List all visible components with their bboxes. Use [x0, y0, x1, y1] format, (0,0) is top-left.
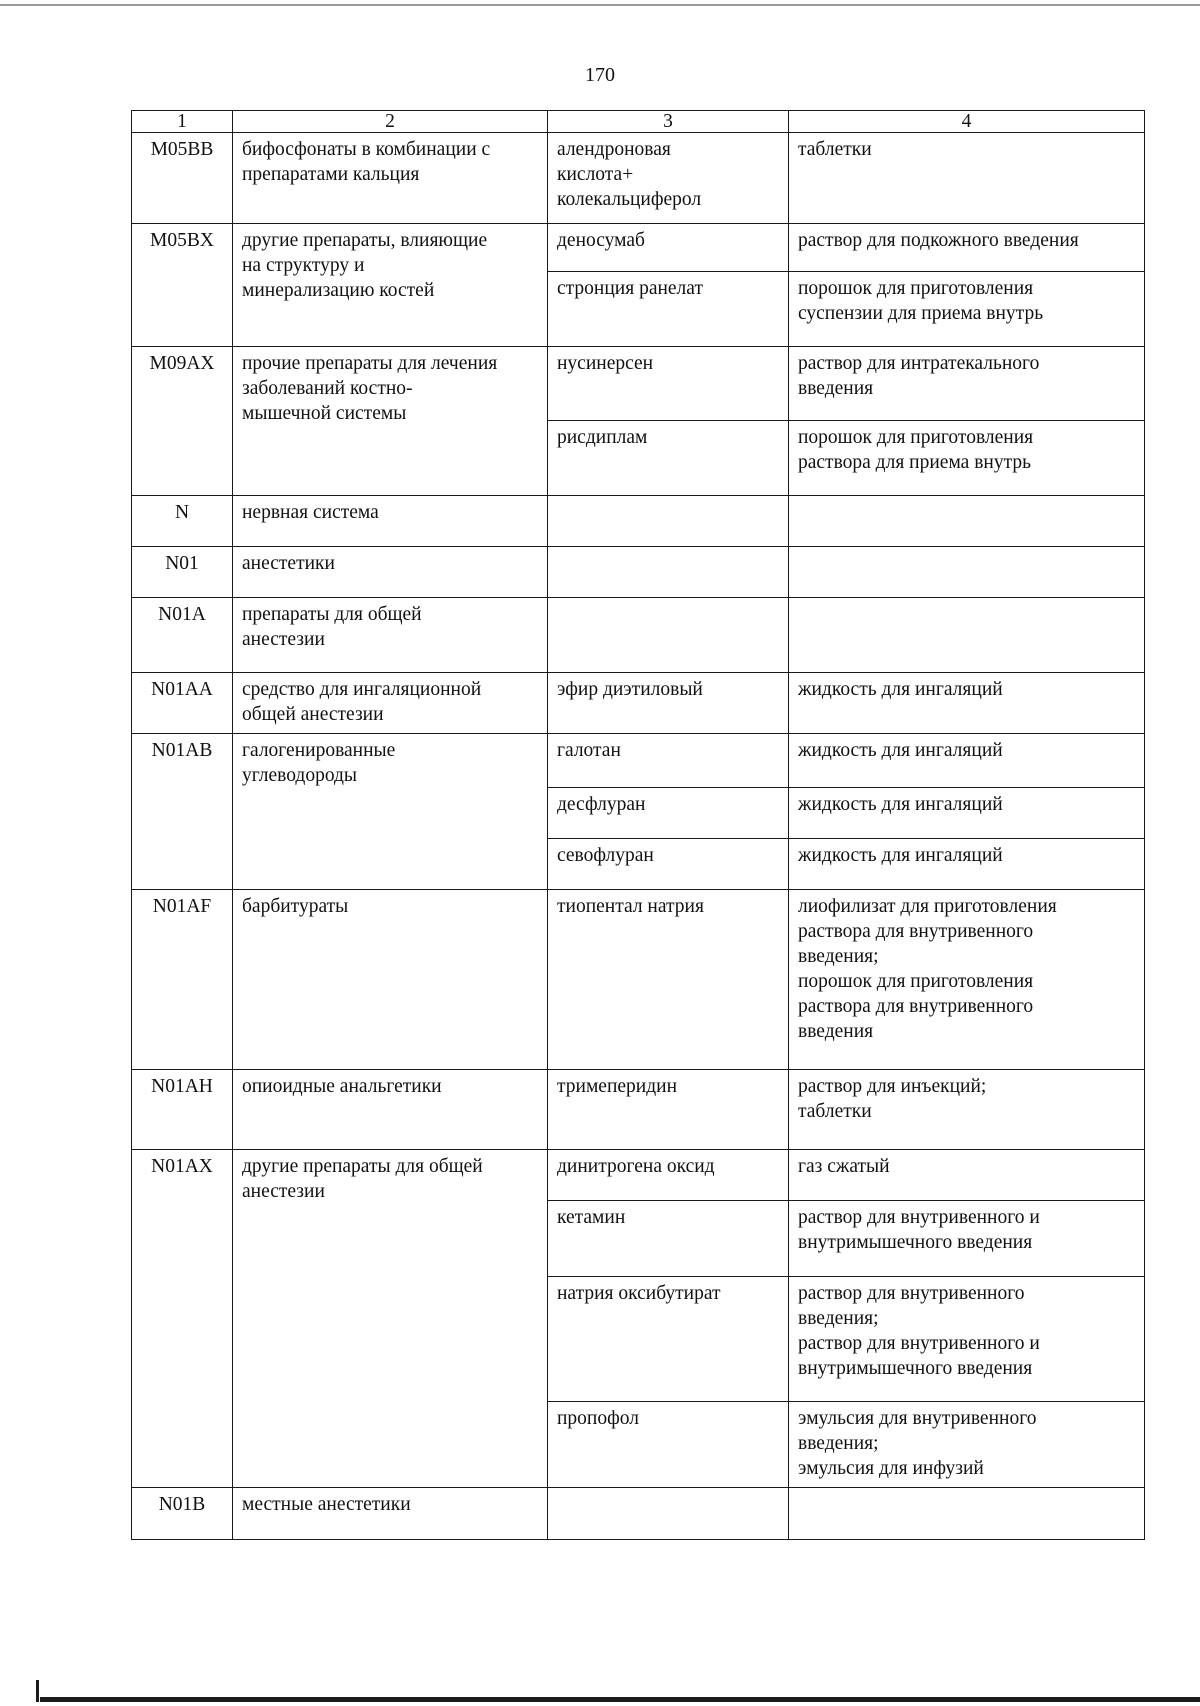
drug-name: натрия оксибутират — [548, 1277, 789, 1402]
atc-code: N01AA — [132, 673, 233, 734]
atc-code: N01A — [132, 598, 233, 673]
atc-code: N01AX — [132, 1150, 233, 1488]
drug-name: рисдиплам — [548, 421, 789, 496]
table-row — [132, 496, 1145, 547]
header-col-2: 2 — [233, 111, 548, 133]
scan-bottom-edge — [40, 1697, 1200, 1702]
header-col-3: 3 — [548, 111, 789, 133]
drug-name: кетамин — [548, 1201, 789, 1277]
table-row — [132, 1488, 1145, 1540]
header-col-4: 4 — [789, 111, 1145, 133]
drug-name: нусинерсен — [548, 347, 789, 421]
dosage-form: раствор для инъекций; таблетки — [789, 1070, 1145, 1150]
dosage-form: жидкость для ингаляций — [789, 673, 1145, 734]
dosage-form: жидкость для ингаляций — [789, 839, 1145, 890]
drug-name — [548, 598, 789, 673]
table-row — [132, 1150, 1145, 1201]
table-row — [132, 133, 1145, 224]
scan-top-edge — [0, 4, 1200, 6]
dosage-form — [789, 1488, 1145, 1540]
group-name: бифосфонаты в комбинации с препаратами кальция — [233, 133, 548, 224]
atc-code: M05BX — [132, 224, 233, 347]
drug-name — [548, 1488, 789, 1540]
table-row — [132, 890, 1145, 1070]
drug-name: стронция ранелат — [548, 272, 789, 347]
group-name: анестетики — [233, 547, 548, 598]
drug-name: динитрогена оксид — [548, 1150, 789, 1201]
group-name: препараты для общей анестезии — [233, 598, 548, 673]
dosage-form: порошок для приготовления раствора для приема внутрь — [789, 421, 1145, 496]
group-name: опиоидные анальгетики — [233, 1070, 548, 1150]
atc-code: N — [132, 496, 233, 547]
atc-code: N01AH — [132, 1070, 233, 1150]
atc-code: M05BB — [132, 133, 233, 224]
drug-name: деносумаб — [548, 224, 789, 272]
drug-name — [548, 496, 789, 547]
table-row — [132, 598, 1145, 673]
table-row — [132, 734, 1145, 788]
group-name: нервная система — [233, 496, 548, 547]
drug-name: эфир диэтиловый — [548, 673, 789, 734]
drug-name: тиопентал натрия — [548, 890, 789, 1070]
dosage-form: раствор для внутривенного и внутримышечного введения — [789, 1201, 1145, 1277]
table-row — [132, 1070, 1145, 1150]
atc-code: M09AX — [132, 347, 233, 496]
group-name: галогенированные углеводороды — [233, 734, 548, 890]
dosage-form — [789, 547, 1145, 598]
dosage-form: эмульсия для внутривенного введения; эмульсия для инфузий — [789, 1402, 1145, 1488]
table-row — [132, 673, 1145, 734]
dosage-form: жидкость для ингаляций — [789, 788, 1145, 839]
group-name: другие препараты для общей анестезии — [233, 1150, 548, 1488]
scan-bottom-mark — [36, 1680, 39, 1702]
table-row — [132, 224, 1145, 272]
drug-name: тримеперидин — [548, 1070, 789, 1150]
dosage-form: раствор для внутривенного введения; раствор для внутривенного и внутримышечного введения — [789, 1277, 1145, 1402]
atc-code: N01AB — [132, 734, 233, 890]
table-row — [132, 347, 1145, 421]
atc-code: N01AF — [132, 890, 233, 1070]
dosage-form: жидкость для ингаляций — [789, 734, 1145, 788]
drug-classification-table — [131, 110, 1145, 1540]
group-name: средство для ингаляционной общей анестезии — [233, 673, 548, 734]
dosage-form: таблетки — [789, 133, 1145, 224]
group-name: прочие препараты для лечения заболеваний костно- мышечной системы — [233, 347, 548, 496]
dosage-form: газ сжатый — [789, 1150, 1145, 1201]
header-row — [132, 111, 1145, 133]
atc-code: N01 — [132, 547, 233, 598]
dosage-form: порошок для приготовления суспензии для приема внутрь — [789, 272, 1145, 347]
drug-name: десфлуран — [548, 788, 789, 839]
drug-name: севофлуран — [548, 839, 789, 890]
table-row — [132, 547, 1145, 598]
dosage-form: раствор для подкожного введения — [789, 224, 1145, 272]
drug-name: пропофол — [548, 1402, 789, 1488]
drug-name — [548, 547, 789, 598]
dosage-form: раствор для интратекального введения — [789, 347, 1145, 421]
dosage-form — [789, 496, 1145, 547]
header-col-1: 1 — [132, 111, 233, 133]
page-number: 170 — [585, 64, 615, 86]
dosage-form: лиофилизат для приготовления раствора для внутривенного введения; порошок для приготовления раствора для внутривенного введения — [789, 890, 1145, 1070]
group-name: местные анестетики — [233, 1488, 548, 1540]
drug-name: галотан — [548, 734, 789, 788]
atc-code: N01B — [132, 1488, 233, 1540]
group-name: барбитураты — [233, 890, 548, 1070]
dosage-form — [789, 598, 1145, 673]
drug-name: алендроновая кислота+ колекальциферол — [548, 133, 789, 224]
group-name: другие препараты, влияющие на структуру и минерализацию костей — [233, 224, 548, 347]
